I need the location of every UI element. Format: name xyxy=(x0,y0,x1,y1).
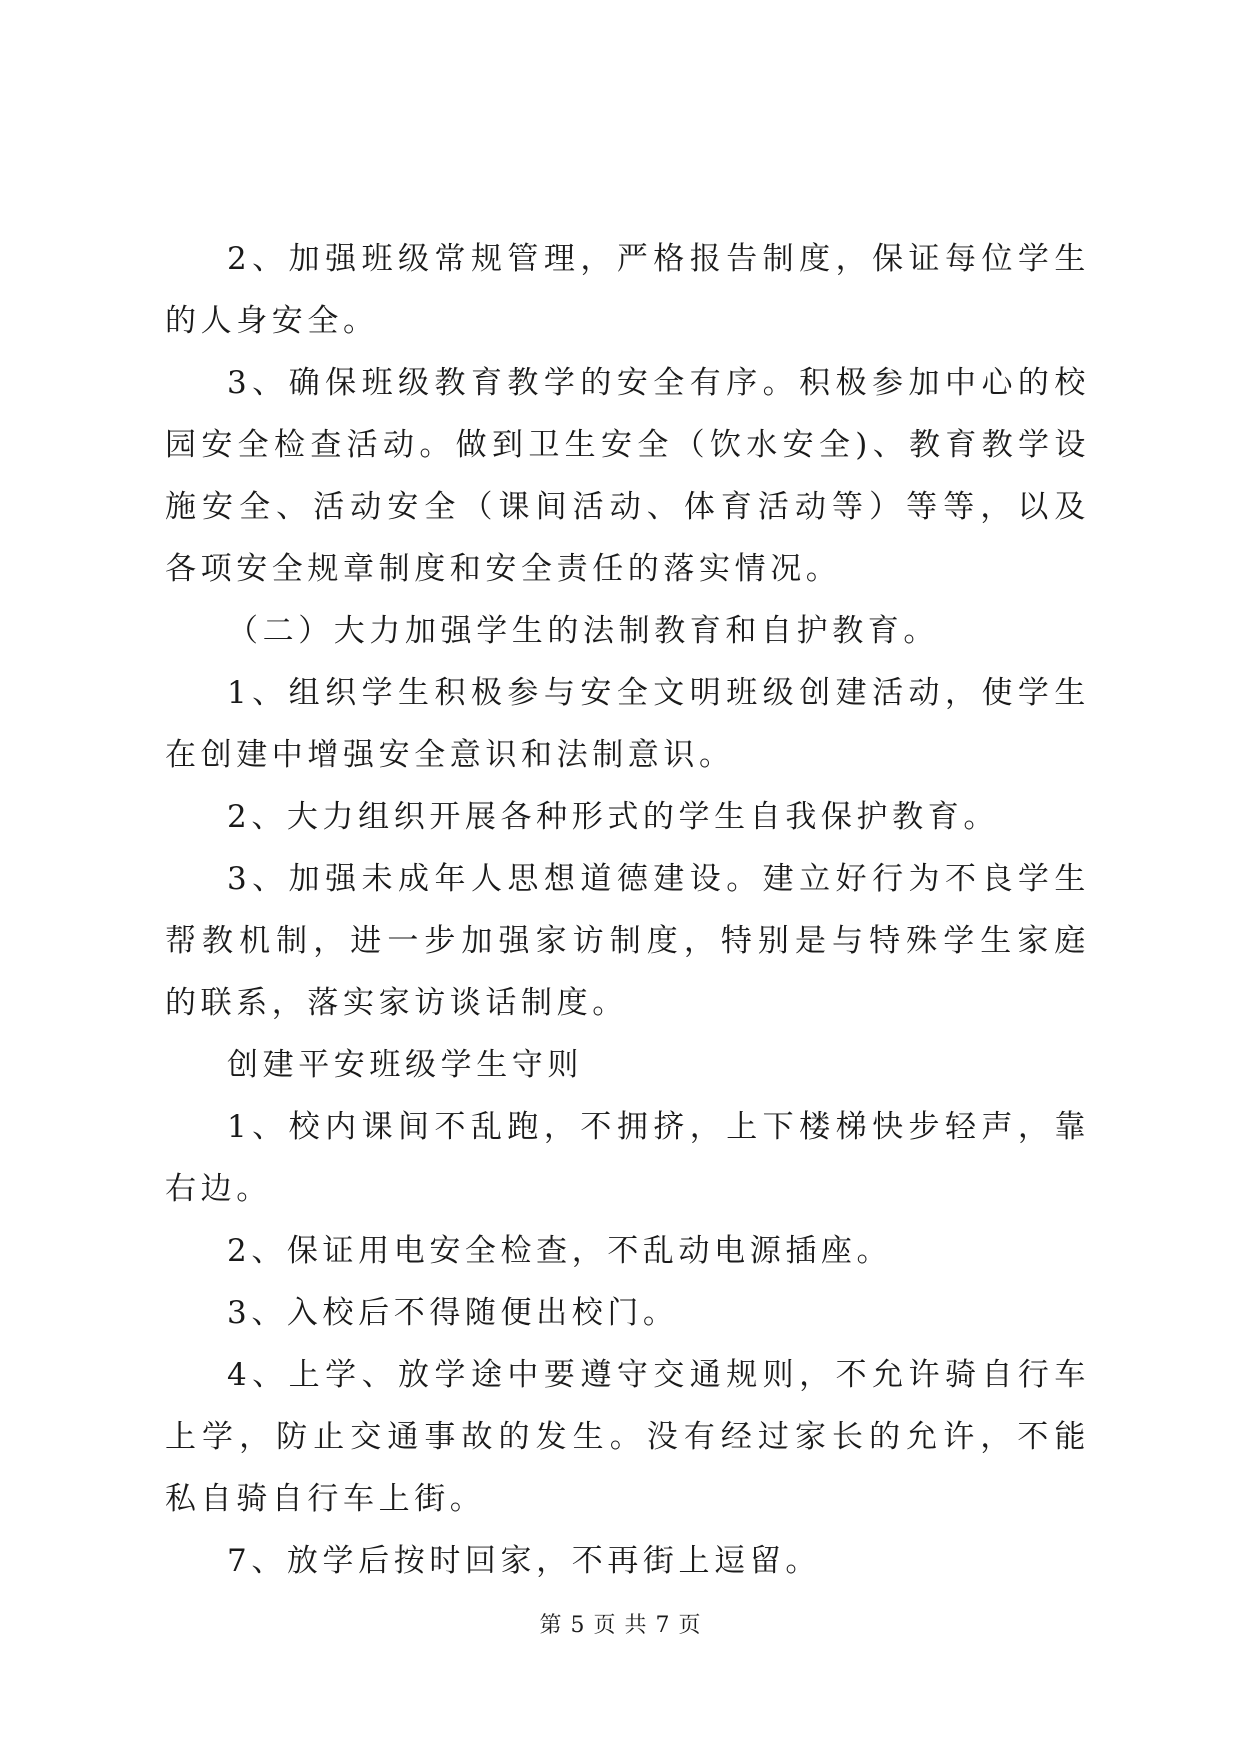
rule-item-3: 3、入校后不得随便出校门。 xyxy=(227,1295,679,1331)
paragraph-item-3-teaching-safety: 3、确保班级教育教学的安全有序。积极参加中心的校园安全检查活动。做到卫生安全（饮水安全)、教育教学设施安全、活动安全（课间活动、体育活动等）等等，以及各项安全规章制度和安全责任的落实情况。 xyxy=(165,365,1090,587)
paragraph-item-1-safe-class: 1、组织学生积极参与安全文明班级创建活动，使学生在创建中增强安全意识和法制意识。 xyxy=(165,675,1090,773)
paragraph-item-3-moral-construction: 3、加强未成年人思想道德建设。建立好行为不良学生帮教机制，进一步加强家访制度，特别是与特殊学生家庭的联系，落实家访谈话制度。 xyxy=(165,861,1090,1021)
rule-item-4: 4、上学、放学途中要遵守交通规则，不允许骑自行车上学，防止交通事故的发生。没有经过家长的允许，不能私自骑自行车上街。 xyxy=(165,1357,1090,1517)
rule-item-7: 7、放学后按时回家，不再街上逗留。 xyxy=(227,1543,821,1579)
rule-item-2: 2、保证用电安全检查，不乱动电源插座。 xyxy=(227,1233,893,1269)
section-heading-legal-education: （二）大力加强学生的法制教育和自护教育。 xyxy=(227,613,939,649)
rule-item-1: 1、校内课间不乱跑，不拥挤，上下楼梯快步轻声，靠右边。 xyxy=(165,1109,1090,1207)
rules-title: 创建平安班级学生守则 xyxy=(227,1047,583,1083)
page-footer: 第 5 页 共 7 页 xyxy=(539,1613,702,1638)
paragraph-item-2-report-system: 2、加强班级常规管理，严格报告制度，保证每位学生的人身安全。 xyxy=(165,241,1090,339)
paragraph-item-2-self-protection: 2、大力组织开展各种形式的学生自我保护教育。 xyxy=(227,799,999,835)
document-body xyxy=(165,228,1090,1592)
